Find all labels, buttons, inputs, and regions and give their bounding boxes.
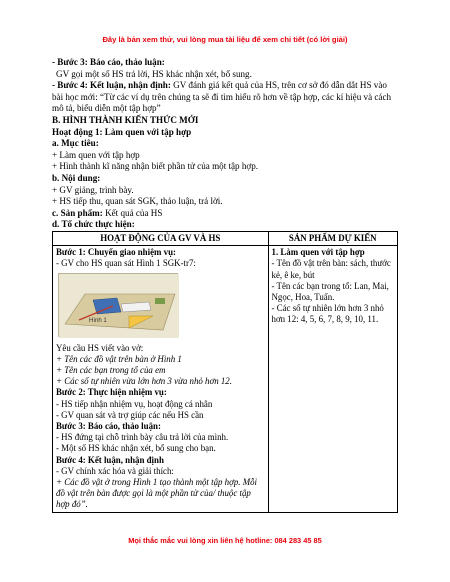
desk-illustration xyxy=(59,274,179,338)
step2-heading: Bước 2: Thực hiện nhiệm vụ: xyxy=(56,387,167,398)
ask-item: + Tên các bạn trong tổ của em xyxy=(56,364,166,375)
organization-heading: d. Tổ chức thực hiện: xyxy=(52,219,135,230)
step3-table-heading: Bước 3: Báo cáo, thảo luận: xyxy=(56,420,161,431)
step2-item: - HS tiếp nhận nhiệm vụ, hoạt động cá nhân xyxy=(56,398,213,409)
objective-item: + Làm quen với tập hợp xyxy=(52,149,140,160)
content-item: + HS tiếp thu, quan sát SGK, thảo luận, trả lời. xyxy=(52,196,223,207)
step4-conclusion: + Các đồ vật ở trong Hình 1 tạo thành một tập hợp. Mỗi đồ vật trên bàn được gọi là một phần tử của/ thuộc tập hợp đó”. xyxy=(56,476,258,510)
objective-heading: a. Mục tiêu: xyxy=(52,138,99,149)
section-b-heading: B. HÌNH THÀNH KIẾN THỨC MỚI xyxy=(52,114,199,125)
step4-text: GV đánh giá kết quả của HS, trên cơ sở đó dẫn dắt HS vào bài học mới: “Từ các ví dụ trên chúng ta sẽ đi tìm hiểu rõ hơn về tập hợp, các kí hiệu và cách mô tả, biểu diễn một tập hợp” xyxy=(52,80,392,114)
product-item: - Các số tự nhiên lớn hơn 3 nhỏ hơn 12: 4, 5, 6, 7, 8, 9, 10, 11. xyxy=(271,303,384,325)
step4-paragraph xyxy=(52,80,397,115)
col1-header: HOẠT ĐỘNG CỦA GV VÀ HS xyxy=(53,231,269,245)
ask-item: + Tên các đồ vật trên bàn ở Hình 1 xyxy=(56,353,182,364)
step4-table-text: - GV chính xác hóa và giải thích: xyxy=(56,465,174,476)
activity-table xyxy=(52,231,398,513)
teacher-student-activities xyxy=(53,246,269,512)
figure-caption: Hình 1 xyxy=(89,318,107,325)
objective-item: + Hình thành kĩ năng nhận biết phần tử của một tập hợp. xyxy=(52,161,259,172)
step4-table-heading: Bước 4: Kết luận, nhận định xyxy=(56,454,164,465)
step1-heading: Bước 1: Chuyển giao nhiệm vụ: xyxy=(56,247,176,258)
step3-table-item: - HS đứng tại chỗ trình bày câu trả lời của mình. xyxy=(56,432,229,443)
ask-text: Yêu cầu HS viết vào vở: xyxy=(56,342,144,353)
step1-text: - GV cho HS quan sát Hình 1 SGK-tr7: xyxy=(56,258,196,269)
product-item: - Tên các bạn trong tổ: Lan, Mai, Ngọc, Hoa, Tuấn. xyxy=(271,280,389,302)
preview-notice-banner: Đây là bản xem thử, vui lòng mua tài liệu để xem chi tiết (có lời giải) xyxy=(102,35,348,44)
product-label: c. Sản phẩm: xyxy=(52,207,103,218)
hotline-banner: Mọi thắc mắc vui lòng xin liên hệ hotline: 084 283 45 85 xyxy=(128,536,322,545)
product-heading: 1. Làm quen với tập hợp xyxy=(271,247,365,258)
document-body xyxy=(52,57,397,513)
product-line xyxy=(52,208,397,220)
ask-item: + Các số tự nhiên vừa lớn hơn 3 vừa nhỏ hơn 12. xyxy=(56,376,232,387)
content-heading: b. Nội dung: xyxy=(52,172,101,183)
product-text: Kết quả của HS xyxy=(102,207,163,218)
content-item: + GV giảng, trình bày. xyxy=(52,184,134,195)
product-item: - Tên đồ vật trên bàn: sách, thước kẻ, ê ke, bút xyxy=(271,258,391,280)
step2-item: - GV quan sát và trợ giúp các nếu HS cần xyxy=(56,409,204,420)
expected-products xyxy=(268,246,397,512)
col2-header: SẢN PHẨM DỰ KIẾN xyxy=(268,231,397,245)
step3-heading: - Bước 3: Báo cáo, thảo luận: xyxy=(52,57,165,67)
step4-heading: - Bước 4: Kết luận, nhận định: xyxy=(52,80,171,91)
step3-table-item: - Một số HS khác nhận xét, bổ sung cho bạn. xyxy=(56,443,216,454)
step3-text: GV gọi một số HS trả lời, HS khác nhận xét, bổ sung. xyxy=(56,68,252,79)
figure-1-image xyxy=(58,273,178,337)
activity1-heading: Hoạt động 1: Làm quen với tập hợp xyxy=(52,126,192,137)
